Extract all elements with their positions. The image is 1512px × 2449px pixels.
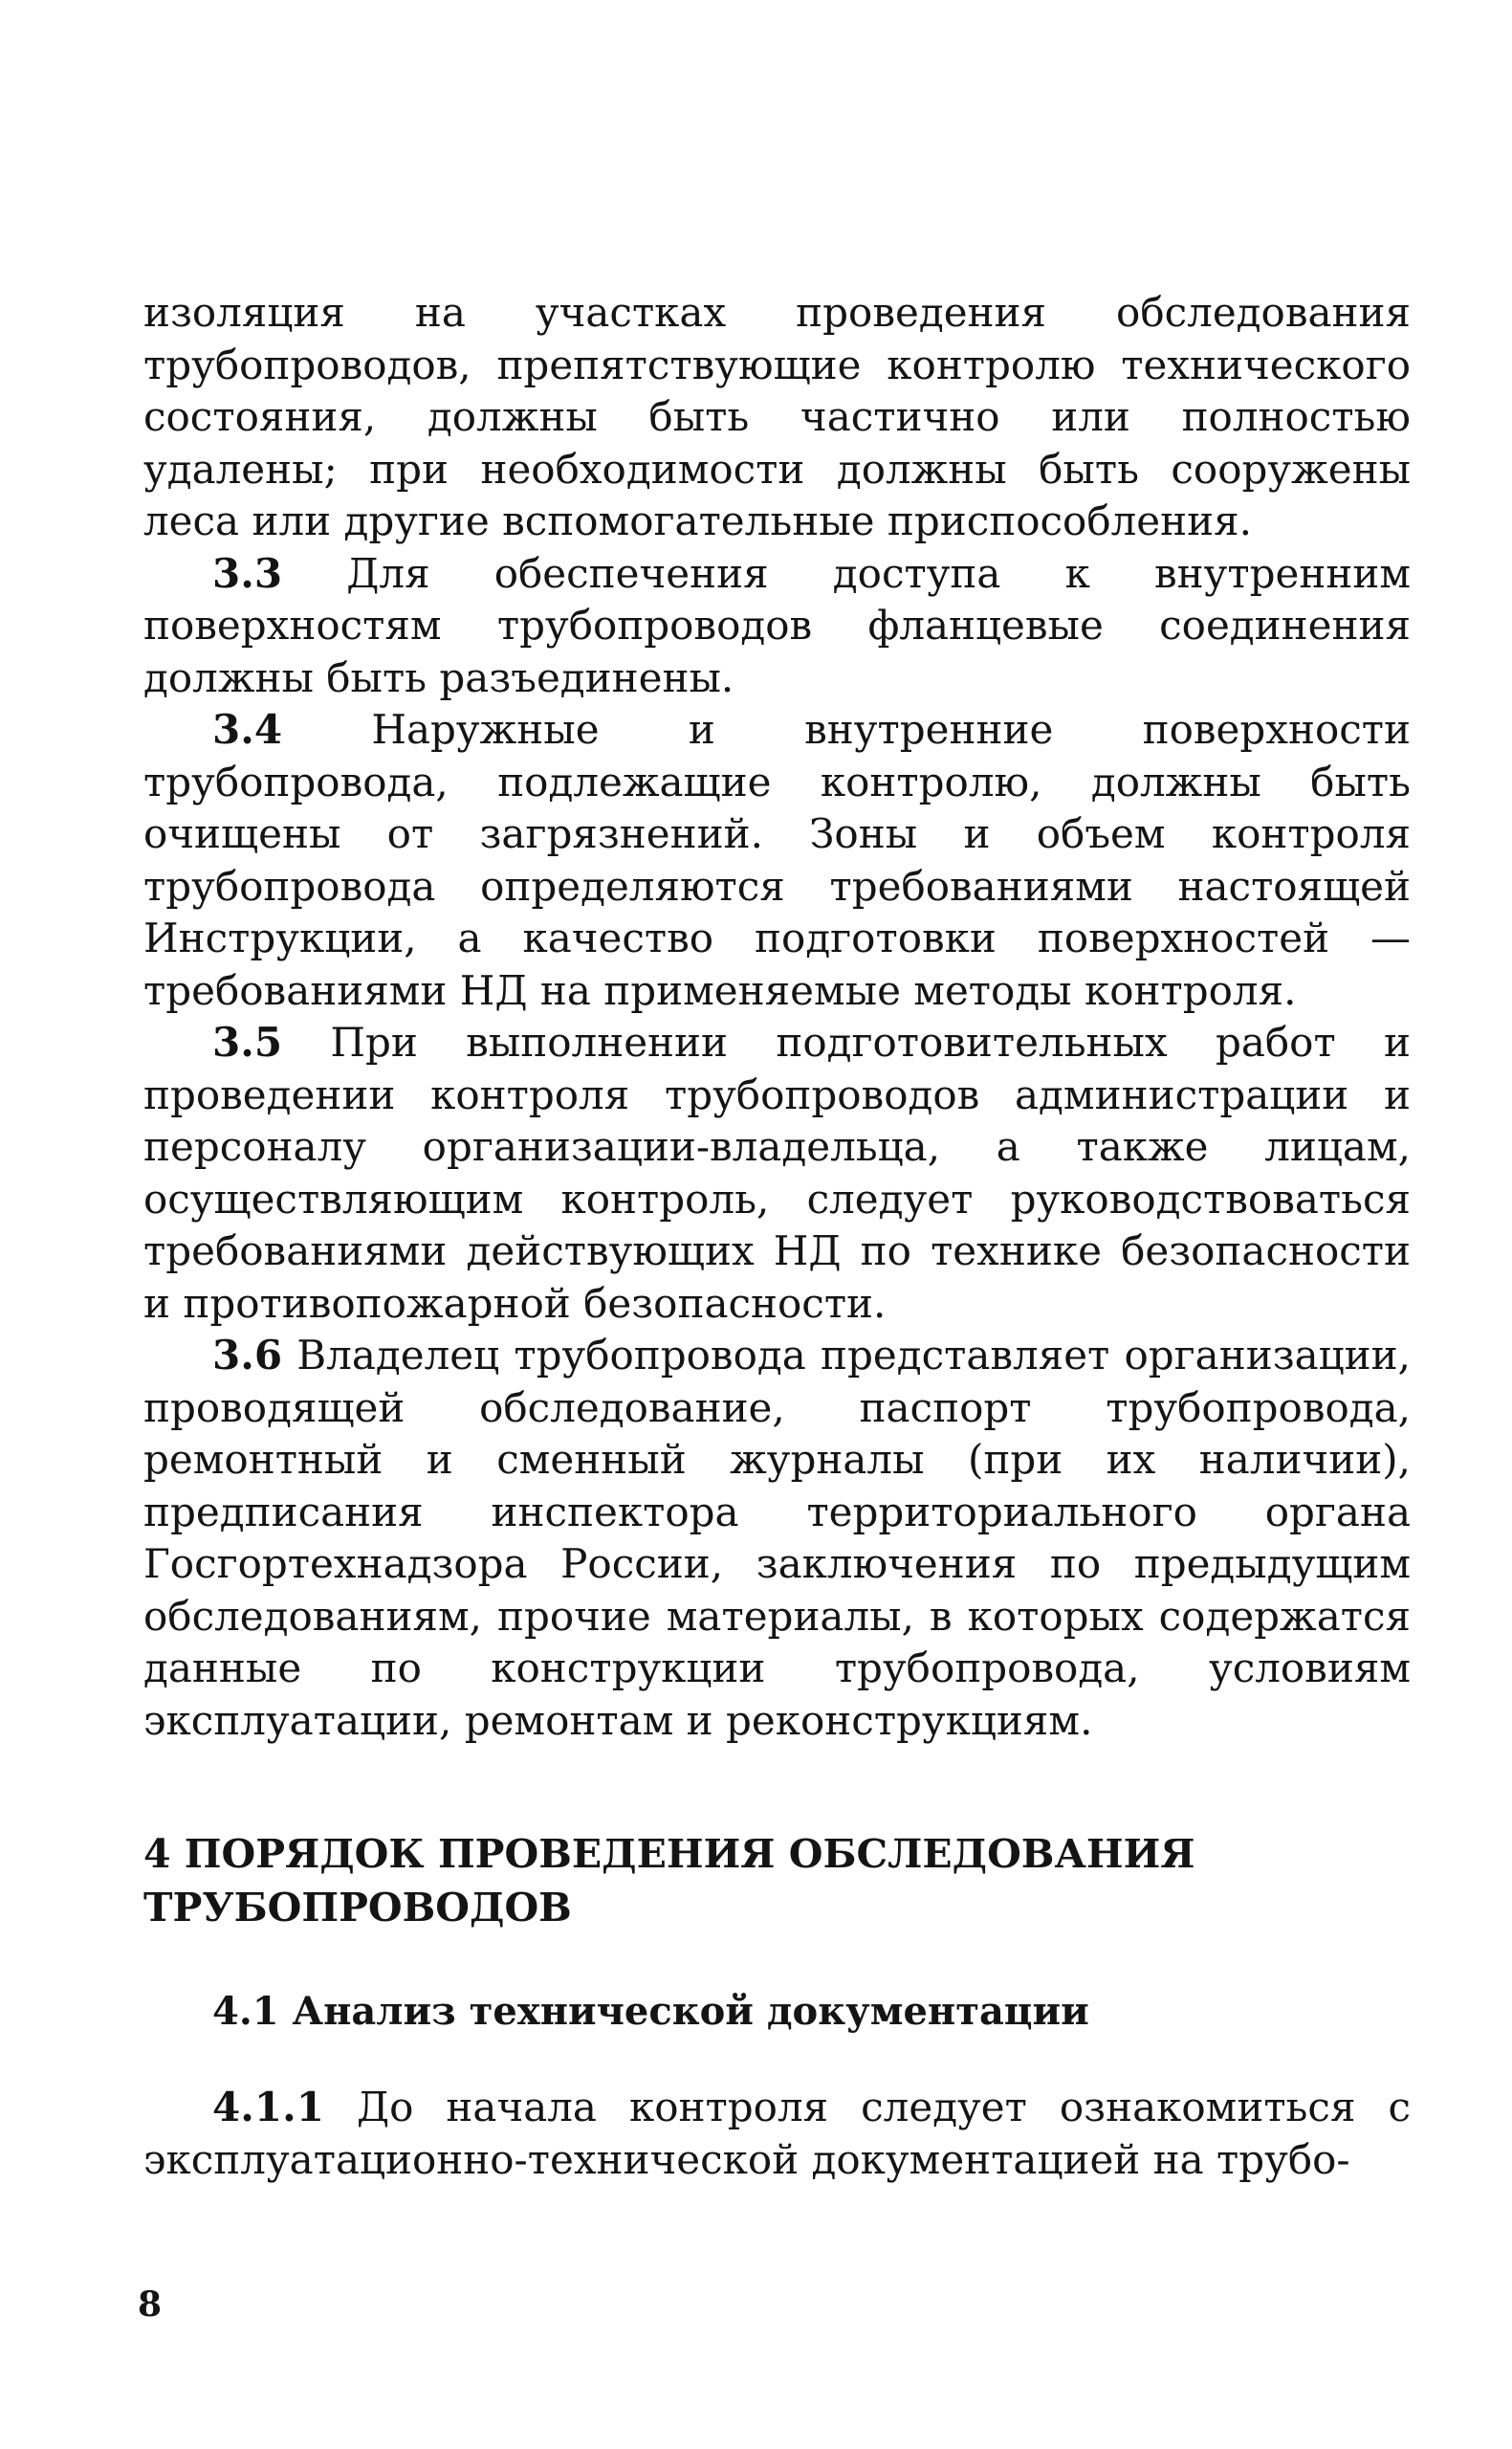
section-heading: 4 ПОРЯДОК ПРОВЕДЕНИЯ ОБСЛЕДОВАНИЯ ТРУБОПРОВОДОВ (143, 1831, 1195, 1931)
continuation-paragraph: изоляция на участках проведения обследования трубопроводов, препятствующие контролю технического состояния, должны быть частично или полностью удалены; при необходимости должны быть сооружены леса или другие вспомогательные приспособления. (143, 289, 1411, 544)
paragraph-text: Для обеспечения доступа к внутренним поверхностям трубопроводов фланцевые соединения должны быть разъединены. (143, 549, 1411, 701)
paragraph-number: 3.3 (212, 549, 283, 597)
paragraph-number: 4.1.1 (212, 2084, 324, 2130)
paragraph-number: 3.4 (212, 706, 283, 753)
paragraph-3-5 (143, 1017, 1411, 1330)
paragraph-number: 3.5 (212, 1019, 283, 1066)
page-number: 8 (138, 2284, 163, 2325)
paragraph-text: Наружные и внутренние поверхности трубопровода, подлежащие контролю, должны быть очищены от загрязнений. Зоны и объем контроля трубопровода определяются требованиями настоящей Инструкции, а качество подготовки поверхностей — требованиями НД на применяемые методы контроля. (143, 706, 1411, 1014)
document-page (143, 287, 1411, 2186)
paragraph-number: 3.6 (212, 1332, 283, 1379)
paragraph-text: До начала контроля следует ознакомиться с эксплуатационно-технической документацией на трубо- (143, 2084, 1411, 2183)
paragraph-text: Владелец трубопровода представляет организации, проводящей обследование, паспорт трубопровода, ремонтный и сменный журналы (при их наличии), предписания инспектора территориального органа Госгортехнадзора России, заключения по предыдущим обследованиям, прочие материалы, в которых содержатся данные по конструкции трубопровода, условиям эксплуатации, ремонтам и реконструкциям. (143, 1332, 1411, 1744)
subsection-heading: 4.1 Анализ технической документации (212, 1989, 1089, 2034)
paragraph-4-1-1 (143, 2082, 1411, 2186)
paragraph-3-4 (143, 704, 1411, 1017)
paragraph-text: При выполнении подготовительных работ и проведении контроля трубопроводов администрации и персоналу организации-владельца, а также лицам, осуществляющим контроль, следует руководствоваться требованиями действующих НД по технике безопасности и противопожарной безопасности. (143, 1019, 1411, 1327)
paragraph-3-3 (143, 548, 1411, 705)
paragraph-3-6 (143, 1330, 1411, 1747)
